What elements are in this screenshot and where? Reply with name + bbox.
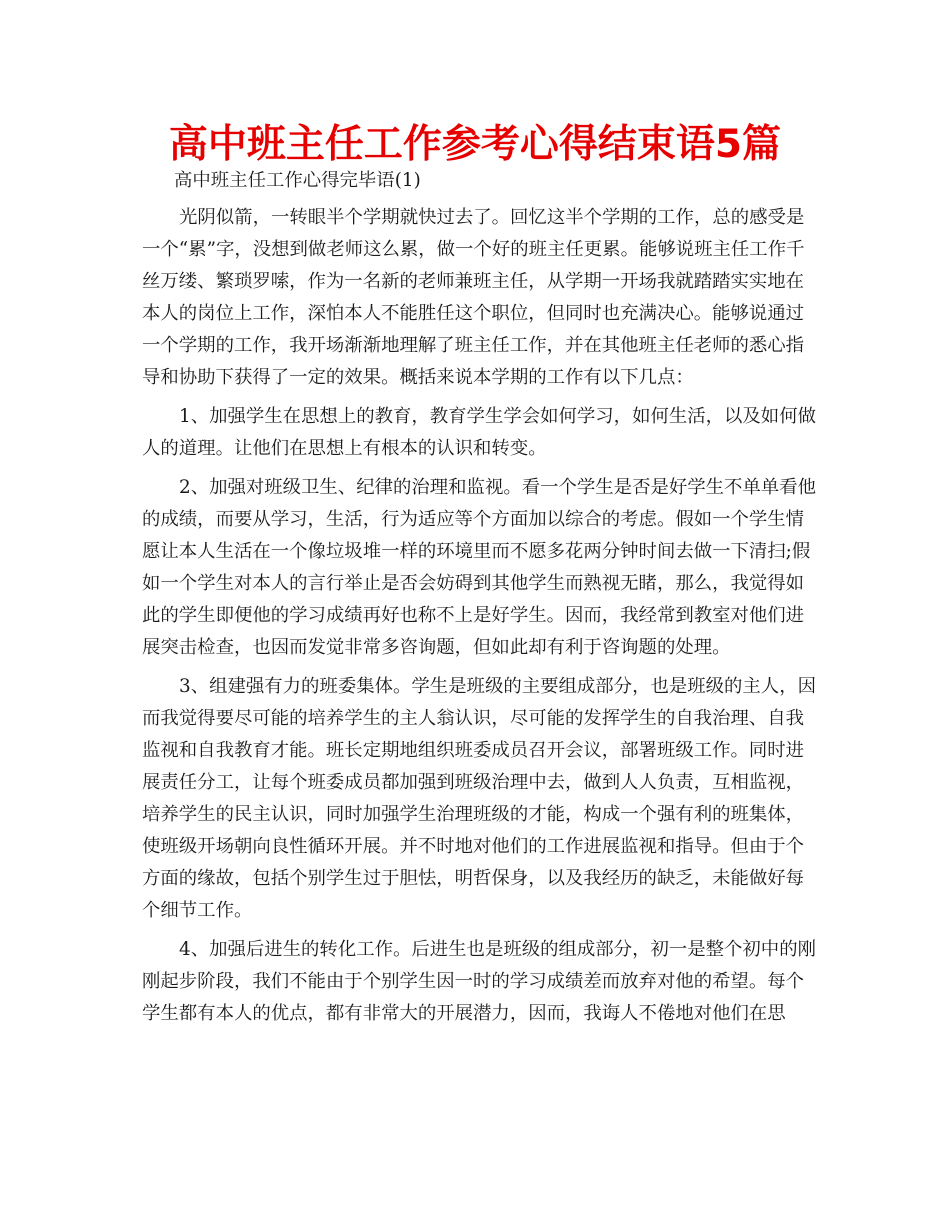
paragraph-point-3: 3、组建强有力的班委集体。学生是班级的主要组成部分，也是班级的主人，因而我觉得要尽可能的培养学生的主人翁认识，尽可能的发挥学生的自我治理、自我监视和自我教育才能。班长定期地组织班委成员召开会议，部署班级工作。同时进展责任分工，让每个班委成员都加强到班级治理中去，做到人人负责，互相监视，培养学生的民主认识，同时加强学生治理班级的才能，构成一个强有利的班集体，使班级开场朝向良性循环开展。并不时地对他们的工作进展监视和指导。但由于个方面的缘故，包括个别学生过于胆怯，明哲保身，以及我经历的缺乏，未能做好每个细节工作。 — [142, 676, 816, 921]
paragraph-point-2: 2、加强对班级卫生、纪律的治理和监视。看一个学生是否是好学生不单单看他的成绩，而要从学习，生活，行为适应等个方面加以综合的考虑。假如一个学生情愿让本人生活在一个像垃圾堆一样的环境里而不愿多花两分钟时间去做一下清扫;假如一个学生对本人的言行举止是否会妨碍到其他学生而熟视无睹，那么，我觉得如此的学生即便他的学习成绩再好也称不上是好学生。因而，我经常到教室对他们进展突击检查，也因而发觉非常多咨询题，但如此却有利于咨询题的处理。 — [142, 477, 816, 658]
paragraph-intro: 光阴似箭，一转眼半个学期就快过去了。回忆这半个学期的工作，总的感受是一个“累”字，没想到做老师这么累，做一个好的班主任更累。能够说班主任工作千丝万缕、繁琐罗嗦，作为一名新的老师兼班主任，从学期一开场我就踏踏实实地在本人的岗位上工作，深怕本人不能胜任这个职位，但同时也充满决心。能够说通过一个学期的工作，我开场渐渐地理解了班主任工作，并在其他班主任老师的悉心指导和协助下获得了一定的效果。概括来说本学期的工作有以下几点： — [142, 207, 805, 388]
paragraph-point-1: 1、加强学生在思想上的教育，教育学生学会如何学习，如何生活，以及如何做人的道理。让他们在思想上有根本的认识和转变。 — [142, 406, 816, 459]
paragraph-point-4: 4、加强后进生的转化工作。后进生也是班级的组成部分，初一是整个初中的刚刚起步阶段，我们不能由于个别学生因一时的学习成绩差而放弃对他的希望。每个学生都有本人的优点，都有非常大的开展潜力，因而，我诲人不倦地对他们在思 — [142, 939, 816, 1024]
document-subtitle: 高中班主任工作心得完毕语(1) — [174, 170, 421, 191]
document-body — [142, 165, 818, 1030]
document-title: 高中班主任工作参考心得结束语5篇 — [168, 122, 782, 167]
